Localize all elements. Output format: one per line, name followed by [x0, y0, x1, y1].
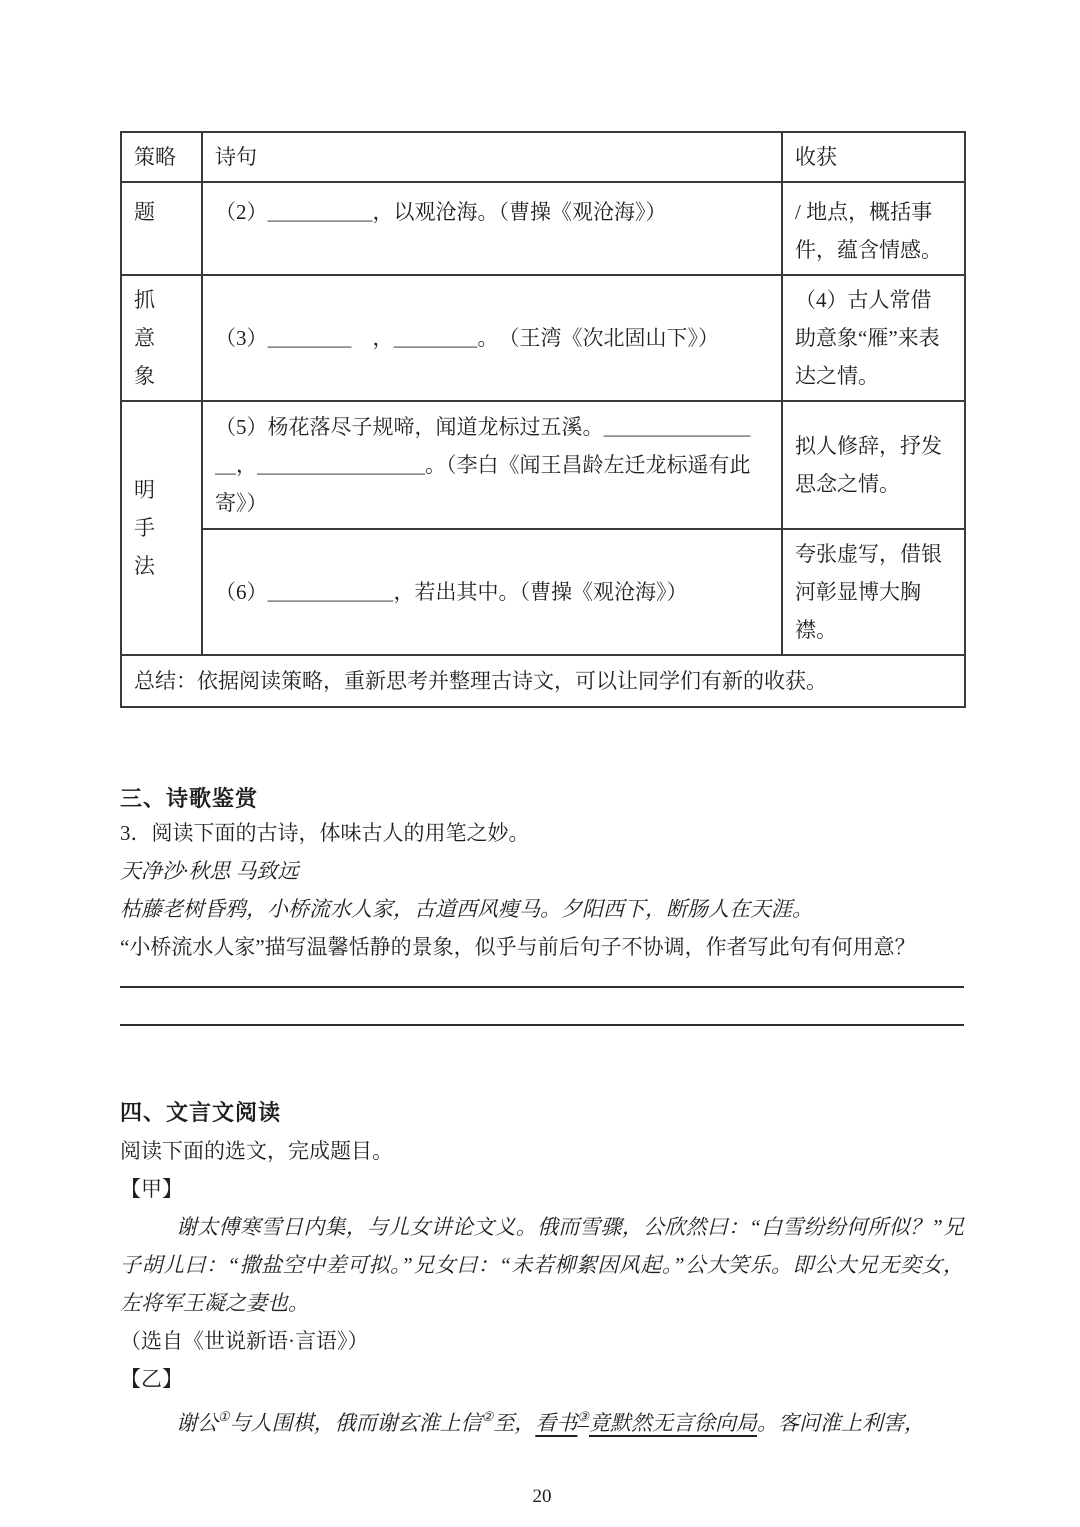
label-jia: 【甲】: [120, 1177, 183, 1201]
passage-jia: 谢太傅寒雪日内集，与儿女讲论文义。俄而雪骤，公欣然曰：“白雪纷纷何所似？”兄子胡儿曰：“撒盐空中差可拟。”兄女曰：“未若柳絮因风起。”公大笑乐。即公大兄无奕女，左将军王凝之妻也。: [120, 1215, 964, 1315]
cell-gain-imagery: （4）古人常借助意象“雁”来表达之情。: [782, 275, 965, 401]
section-heading-classical: 四、文言文阅读: [120, 1100, 282, 1125]
table-row-technique-2: [121, 529, 965, 655]
table-header-row: [121, 132, 965, 182]
passage-yi-text-1: 谢公: [176, 1411, 218, 1435]
cell-verse-6: （6）＿＿＿＿＿＿，若出其中。（曹操《观沧海》）: [202, 529, 782, 655]
cell-summary: 总结：依据阅读策略，重新思考并整理古诗文，可以让同学们有新的收获。: [121, 655, 965, 707]
question-3-text: “小桥流水人家”描写温馨恬静的景象，似乎与前后句子不协调，作者写此句有何用意？: [120, 935, 916, 959]
answer-line-2: [120, 1024, 964, 1026]
cell-verse-3: （3）＿＿＿＿ ，＿＿＿＿。 （王湾《次北固山下》）: [202, 275, 782, 401]
cell-gain-technique-1: 拟人修辞，抒发思念之情。: [782, 401, 965, 529]
cell-gain-technique-2: 夸张虚写，借银河彰显博大胸襟。: [782, 529, 965, 655]
passage-yi-text-2: 与人围棋，俄而谢玄淮上信: [229, 1411, 482, 1435]
cell-strategy-imagery: 抓 意 象: [121, 275, 202, 401]
footnote-marker-1: ①: [218, 1409, 230, 1424]
poem-title: 天净沙·秋思 马致远: [120, 859, 299, 883]
footnote-marker-2: ②: [481, 1409, 494, 1424]
passage-yi-underlined-1: 看书: [535, 1411, 578, 1435]
label-yi: 【乙】: [120, 1367, 183, 1391]
table-header-verse: 诗句: [202, 132, 782, 182]
table-summary-row: [121, 655, 965, 707]
passage-yi: [120, 1398, 964, 1442]
cell-verse-5: （5）杨花落尽子规啼，闻道龙标过五溪。＿＿＿＿＿＿＿＿，＿＿＿＿＿＿＿＿。（李白《闻王昌龄左迁龙标遥有此寄》）: [202, 401, 782, 529]
answer-line-1: [120, 986, 964, 988]
table-row-imagery: [121, 275, 965, 401]
poem-text: 枯藤老树昏鸦，小桥流水人家，古道西风瘦马。夕阳西下，断肠人在天涯。: [120, 897, 813, 921]
section-heading-poetry: 三、诗歌鉴赏: [120, 786, 259, 811]
footnote-marker-3: ③: [577, 1409, 589, 1424]
page-body: [120, 784, 964, 1510]
cell-gain-topic: / 地点，概括事件，蕴含情感。: [782, 182, 965, 275]
cell-strategy-technique: 明 手 法: [121, 401, 202, 655]
reading-strategy-table: [120, 131, 966, 708]
section-4-intro: 阅读下面的选文，完成题目。: [120, 1139, 393, 1163]
table-header-strategy: 策略: [121, 132, 202, 182]
document-page: [120, 131, 964, 1510]
question-3-intro: 3．阅读下面的古诗，体味古人的用笔之妙。: [120, 821, 530, 845]
cell-verse-2: （2）＿＿＿＿＿，以观沧海。（曹操《观沧海》）: [202, 182, 782, 275]
passage-jia-source: （选自《世说新语·言语》）: [120, 1329, 369, 1353]
passage-yi-text-4: 。客问淮上利害，: [756, 1411, 925, 1435]
table-header-gain: 收获: [782, 132, 965, 182]
table-row-topic: [121, 182, 965, 275]
passage-yi-text-3: 至，: [493, 1411, 536, 1435]
page-number: 20: [532, 1486, 552, 1507]
cell-strategy-topic: 题: [121, 182, 202, 275]
passage-yi-underlined-2: 竟默然无言徐向局: [588, 1411, 757, 1435]
table-row-technique-1: [121, 401, 965, 529]
